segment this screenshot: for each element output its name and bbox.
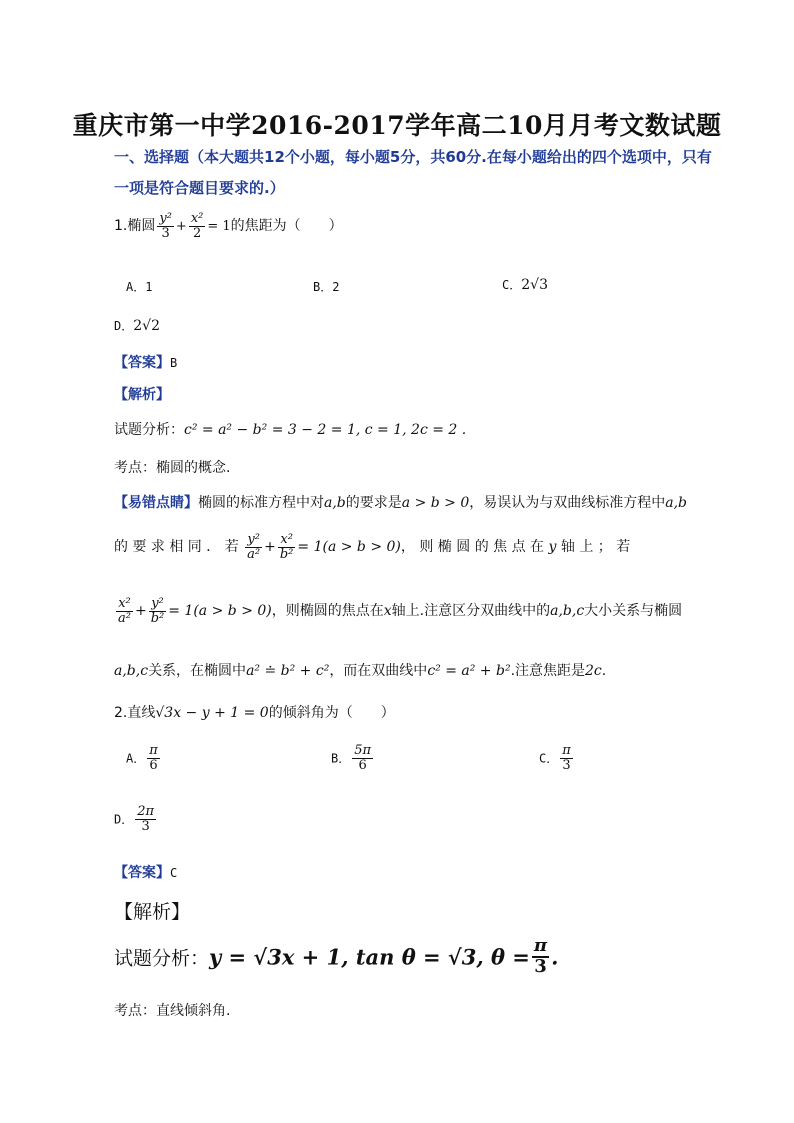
pitfall-line-4: a,b,c关系，在椭圆中a² ≐ b² + c²，而在双曲线中c² = a² + b².注意焦距是2c. [114, 663, 607, 679]
option-2a: A． $\frac{\pi}{6}$ [126, 743, 158, 773]
question-1-stem: 的焦距为（ ） [230, 218, 343, 235]
topic-2: 考点：直线倾斜角. [114, 1003, 231, 1019]
option-b: B．2 [313, 280, 340, 294]
option-2b: B． $\frac{5\pi}{6}$ [331, 743, 372, 773]
pitfall-line-1: 【易错点睛】椭圆的标准方程中对a,b的要求是a > b > 0，易误认为与双曲线标准方程中a,b [114, 495, 688, 511]
page-title: 重庆市第一中学2016-2017学年高二10月月考文数试题 [72, 111, 722, 140]
section-heading-line1: 一、选择题（本大题共12个小题，每小题5分，共60分.在每小题给出的四个选项中，只有 [114, 148, 712, 166]
question-1: 1.椭圆 $\frac{\text{y²}}{3}$ + $\frac{\text{x²}}{2}$ = 1的焦距为（ ） [114, 211, 343, 241]
question-1-number: 1.椭圆 [114, 218, 156, 235]
option-d: D．2√2 [114, 318, 160, 334]
option-2d: D． $\frac{2\pi}{3}$ [114, 804, 155, 834]
answer-2: 【答案】C [114, 865, 178, 881]
question-2: 2.直线√3x − y + 1 = 0的倾斜角为（ ） [114, 705, 395, 721]
option-c: C．2√3 [502, 277, 548, 293]
topic-1: 考点：椭圆的概念. [114, 460, 231, 476]
analysis-tag-1: 【解析】 [114, 387, 170, 403]
fraction-y2-over-3: $\frac{\text{y²}}{3}$ [159, 211, 172, 241]
option-2c: C． $\frac{\pi}{3}$ [539, 743, 571, 773]
pitfall-line-3: $\frac{\text{x²}}{\text{a²}}$ + $\frac{\text{y²}}{\text{b²}}$ = 1(a > b > 0)，则椭圆的焦点在x轴上.注意区分双曲线中的a,b,c大小关系与椭圆 [118, 596, 683, 626]
analysis-2: 试题分析：y = √3x + 1, tan θ = √3, θ = $\frac{\pi}{3}$ . [114, 935, 559, 977]
section-heading-line2: 一项是符合题目要求的.） [114, 179, 285, 197]
option-a: A．1 [126, 280, 153, 294]
analysis-1: 试题分析：c² = a² − b² = 3 − 2 = 1, c = 1, 2c = 2 . [114, 422, 467, 438]
pitfall-line-2: 的 要 求 相 同 ． 若 $\frac{\text{y²}}{\text{a²}}$ + $\frac{\text{x²}}{\text{b²}}$ = 1(a > b > 0)， 则 椭 圆 的 焦 点 在 y 轴 上 ； 若 [114, 532, 631, 562]
fraction-x2-over-2: $\frac{\text{x²}}{2}$ [190, 211, 204, 241]
analysis-tag-2: 【解析】 [114, 901, 191, 923]
answer-1: 【答案】B [114, 355, 178, 371]
